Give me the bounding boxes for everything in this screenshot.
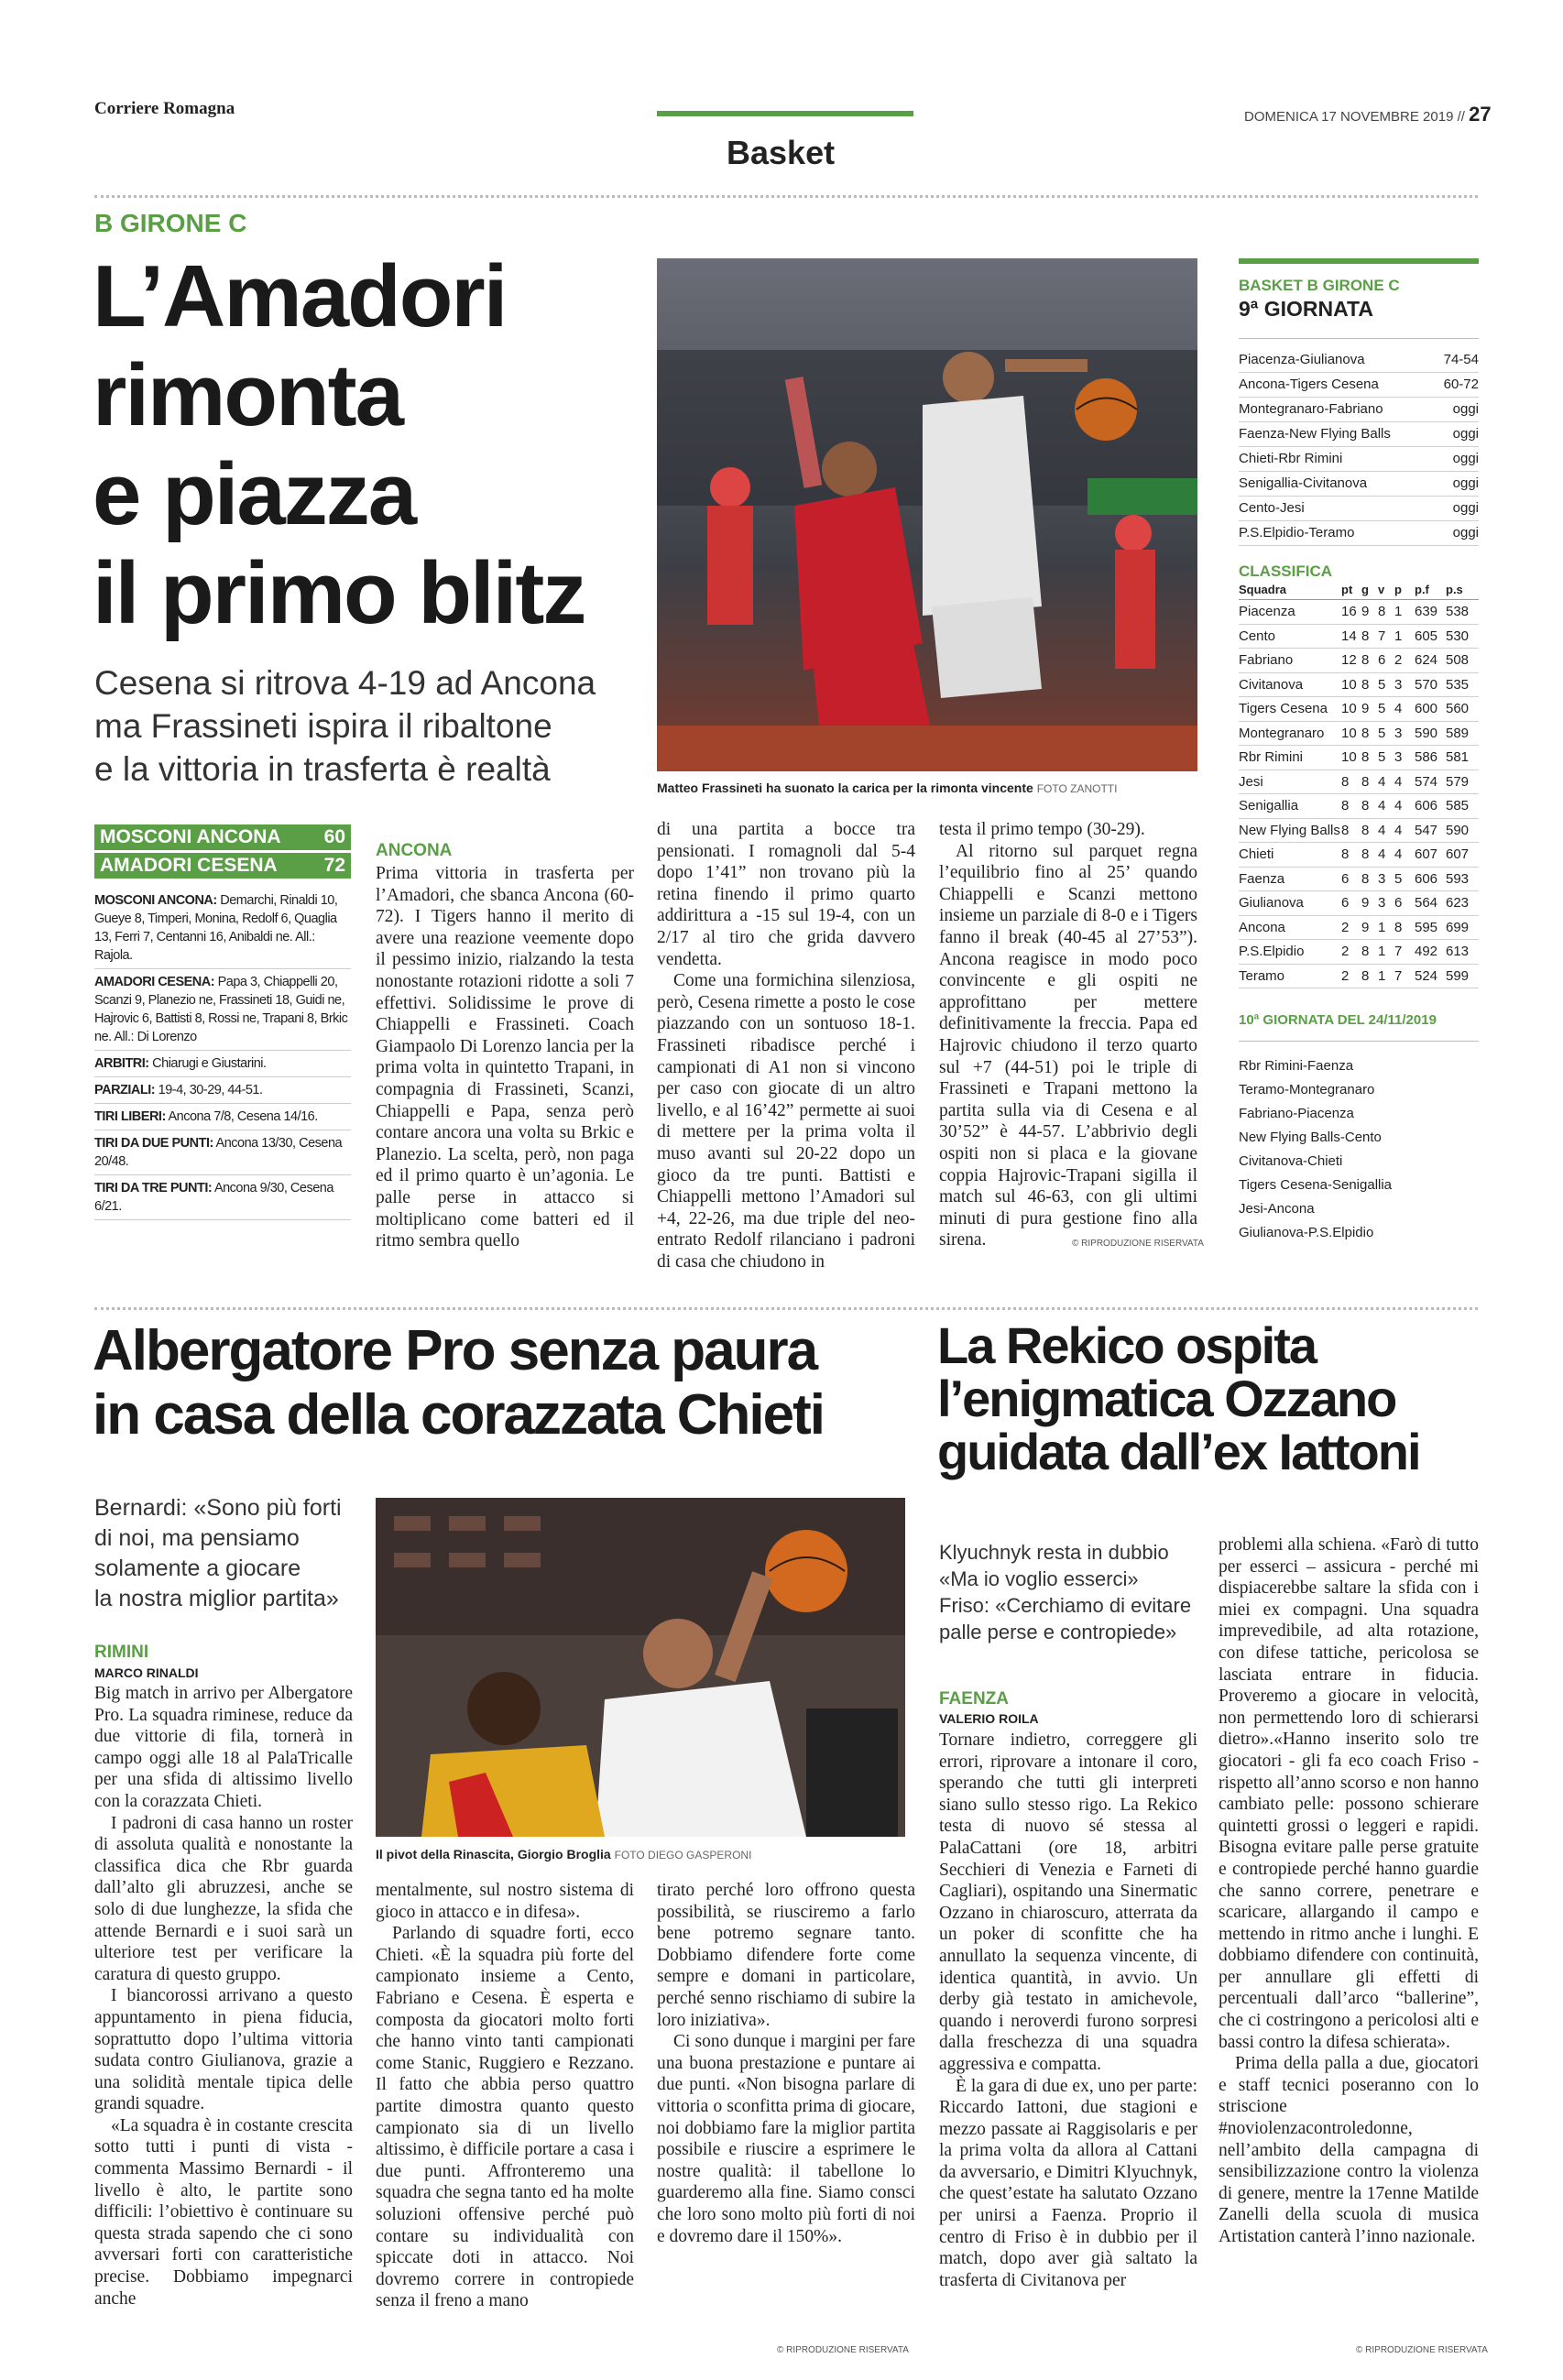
standings-team: Montegranaro [1239, 725, 1325, 741]
standings-col-header: g [1361, 583, 1369, 596]
scorebox-details [94, 888, 351, 1220]
result-score: oggi [1452, 401, 1479, 417]
standings-team: New Flying Balls [1239, 822, 1340, 838]
standings-cell: 699 [1446, 919, 1470, 935]
result-match: Montegranaro-Fabriano [1239, 401, 1383, 417]
standings-cell: 8 [1361, 628, 1370, 644]
standings-cell: 1 [1394, 628, 1403, 644]
scorebox-item [94, 969, 351, 1051]
standings-cell: 547 [1415, 822, 1438, 838]
sidebar-standings [1239, 258, 1479, 1245]
section-title: Basket [727, 134, 836, 171]
standings-cell: 10 [1341, 701, 1357, 716]
standings-col-header: pt [1341, 583, 1353, 596]
scorebox-item-label: MOSCONI ANCONA: [94, 893, 217, 908]
result-row [1239, 521, 1479, 546]
next-match: Rbr Rimini-Faenza [1239, 1058, 1354, 1074]
scorebox-item-text: Papa 3, Chiappelli 20, Scanzi 9, Planezio ne, Frassineti 18, Guidi ne, Hajrovic 6, Battisti 8, Rossi ne, Trapani 8, Brkic ne. All.: Di Lorenzo [94, 975, 348, 1044]
scorebox-item-text: Chiarugi e Giustarini. [148, 1056, 267, 1071]
standings-cell: 5 [1378, 676, 1386, 693]
standings-row [1239, 770, 1479, 795]
standings-row [1239, 722, 1479, 747]
standings-cell: 589 [1446, 725, 1470, 741]
standings-cell: 524 [1415, 967, 1438, 984]
standings-team: Senigallia [1239, 798, 1299, 813]
standings-cell: 8 [1341, 773, 1350, 790]
standings-cell: 3 [1378, 895, 1386, 911]
standings-cell: 8 [1361, 749, 1370, 765]
standings-team: P.S.Elpidio [1239, 944, 1305, 959]
scorebox-item-text: Ancona 7/8, Cesena 14/16. [165, 1109, 318, 1124]
standings-col-header: Squadra [1239, 583, 1287, 596]
score-team2: AMADORI CESENA 72 [94, 853, 351, 879]
scorebox-item [94, 1051, 351, 1077]
result-match: Senigallia-Civitanova [1239, 475, 1368, 491]
next-round-list [1239, 1054, 1479, 1245]
standings-cell: 4 [1394, 798, 1403, 813]
standings-cell: 8 [1341, 798, 1350, 813]
main-photo [657, 258, 1197, 771]
photo-credit: FOTO ZANOTTI [1036, 782, 1118, 795]
standings-cell: 579 [1446, 773, 1470, 790]
result-score: oggi [1452, 475, 1479, 491]
scorebox-item-text: Ancona 13/30, Cesena 20/48. [94, 1136, 343, 1169]
standings-cell: 7 [1394, 944, 1403, 959]
standings-cell: 593 [1446, 870, 1470, 887]
next-round-title: 10ª GIORNATA DEL 24/11/2019 [1239, 1012, 1479, 1042]
standings-cell: 6 [1394, 895, 1403, 911]
standings-cell: 5 [1394, 870, 1403, 887]
main-col1: Prima vittoria in trasferta per l’Amadori, che sbanca Ancona (60-72). I Tigers hanno il merito di avere una reazione veemente dopo il pessimo inizio, rialzando la testa nonostante rotazioni ridotte a soli 7 effettivi. Solidissime le prove di Chiappelli e Frassineti. Coach Giampaolo Di Lorenzo lancia per la prima volta in quintetto Trapani, in compagnia di Frassineti, Scanzi, Chiappelli e Papa, senza però contare ancora una volta su Brkic e Planezio. La scelta, però, non paga ed il primo quarto è un’agonia. Le palle perse in attacco si moltiplicano come batteri ed il ritmo sembra quello [376, 864, 634, 1251]
standings-row [1239, 843, 1479, 868]
main-subhead: Cesena si ritrova 4-19 ad Ancona ma Frassineti ispira il ribaltone e la vittoria in trasferta è realtà [94, 664, 596, 788]
story2-photo [376, 1498, 905, 1837]
standings-row [1239, 965, 1479, 989]
standings-cell: 4 [1394, 773, 1403, 790]
standings-col-header: p.f [1415, 583, 1429, 596]
standings-cell: 6 [1341, 895, 1350, 911]
standings-cell: 9 [1361, 919, 1370, 935]
standings-cell: 8 [1341, 846, 1350, 862]
standings-cell: 508 [1446, 652, 1470, 668]
basketball-action-photo [657, 258, 1197, 771]
story3-subhead: Klyuchnyk resta in dubbio «Ma io voglio esserci» Friso: «Cerchiamo di evitare palle perse e contropiede» [939, 1541, 1192, 1643]
standings-cell: 599 [1446, 967, 1470, 984]
standings-team: Teramo [1239, 967, 1285, 984]
standings-cell: 1 [1378, 967, 1386, 984]
standings-cell: 538 [1446, 604, 1470, 619]
standings-cell: 16 [1341, 604, 1357, 619]
standings-cell: 9 [1361, 604, 1370, 619]
next-match: Giulianova-P.S.Elpidio [1239, 1225, 1374, 1240]
standings-row [1239, 940, 1479, 965]
standings-cell: 8 [1361, 798, 1370, 813]
standings-cell: 8 [1361, 676, 1370, 693]
standings-cell: 4 [1378, 798, 1386, 813]
results-list [1239, 348, 1479, 546]
standings-col-header: p.s [1446, 583, 1463, 596]
standings-cell: 2 [1341, 967, 1350, 984]
next-match: New Flying Balls-Cento [1239, 1130, 1382, 1145]
result-row [1239, 373, 1479, 398]
story2-subhead: Bernardi: «Sono più forti di noi, ma pensiamo solamente a giocare la nostra miglior partita» [94, 1495, 342, 1611]
standings-cell: 535 [1446, 676, 1470, 693]
page-number: 27 [1469, 103, 1492, 126]
standings-cell: 10 [1341, 676, 1357, 693]
standings-cell: 8 [1361, 846, 1370, 862]
scorebox [94, 824, 351, 1220]
story3-dateline: FAENZA [939, 1689, 1009, 1709]
next-match: Civitanova-Chieti [1239, 1153, 1343, 1169]
standings-cell: 1 [1394, 604, 1403, 619]
standings-title: CLASSIFICA [1239, 562, 1332, 580]
next-match: Jesi-Ancona [1239, 1201, 1315, 1217]
scorebox-item-label: PARZIALI: [94, 1083, 156, 1097]
standings-cell: 3 [1394, 749, 1403, 765]
standings-team: Rbr Rimini [1239, 749, 1304, 765]
result-score: oggi [1452, 500, 1479, 516]
next-match: Tigers Cesena-Senigallia [1239, 1177, 1393, 1193]
standings-cell: 2 [1341, 944, 1350, 959]
story2-dateline: RIMINI [94, 1643, 149, 1662]
standings-cell: 8 [1361, 652, 1370, 668]
standings-cell: 590 [1415, 725, 1438, 741]
result-row [1239, 447, 1479, 472]
standings-team: Giulianova [1239, 895, 1304, 911]
standings-team: Fabriano [1239, 652, 1294, 668]
paper-name: Corriere Romagna [94, 99, 235, 118]
standings-cell: 8 [1361, 725, 1370, 741]
standings-cell: 8 [1361, 967, 1370, 984]
standings-cell: 8 [1378, 604, 1386, 619]
standings-team: Chieti [1239, 846, 1274, 862]
scorebox-item [94, 1077, 351, 1104]
standings-col-header: p [1394, 583, 1402, 596]
standings-cell: 606 [1415, 798, 1438, 813]
sidebar-title: 9ª GIORNATA [1239, 297, 1479, 339]
standings-cell: 623 [1446, 895, 1470, 911]
story2-rip: © RIPRODUZIONE RISERVATA [777, 2345, 909, 2355]
scorebox-item-label: AMADORI CESENA: [94, 975, 215, 989]
result-row [1239, 472, 1479, 497]
standings-cell: 12 [1341, 652, 1357, 668]
story2-col3: tirato perché loro offrono questa possibilità, se riusciremo a farlo bene potremo segnare tanto. Dobbiamo difendere forte come sempre e domani in particolare, perché senno rischiamo di subire la loro iniziativa». Ci sono dunque i margini per fare una buona prestazione e puntare ai due punti. «Non bisogna parlare di vittoria o sconfitta prima di giocare, noi dobbiamo fare la miglior partita possibile e riuscire a esprimere le nostre qualità: il tabellone lo guarderemo alla fine. Siamo consci che loro sono molto più forti di noi e dovremo dare il 150%». [657, 1881, 915, 2246]
standings-cell: 8 [1361, 870, 1370, 887]
result-match: P.S.Elpidio-Teramo [1239, 525, 1355, 540]
standings-table [1239, 581, 1479, 988]
main-headline: L’Amadori rimonta e piazza il primo blitz [93, 247, 585, 642]
standings-cell: 585 [1446, 798, 1470, 813]
mid-divider [94, 1307, 1478, 1310]
standings-team: Cento [1239, 628, 1276, 644]
standings-row [1239, 868, 1479, 892]
sidebar-top-bar [1239, 258, 1479, 264]
standings-team: Civitanova [1239, 676, 1304, 693]
header-divider [94, 195, 1478, 198]
standings-cell: 7 [1394, 967, 1403, 984]
standings-cell: 8 [1394, 919, 1403, 935]
basketball-rebound-photo [376, 1498, 905, 1837]
standings-cell: 2 [1394, 652, 1403, 668]
standings-row [1239, 794, 1479, 819]
next-match: Fabriano-Piacenza [1239, 1106, 1354, 1121]
scorebox-item [94, 1130, 351, 1175]
standings-cell: 2 [1341, 919, 1350, 935]
standings-col-header: v [1378, 583, 1385, 596]
standings-cell: 624 [1415, 652, 1438, 668]
main-dateline: ANCONA [376, 841, 453, 860]
scorebox-item-text: Ancona 9/30, Cesena 6/21. [94, 1181, 333, 1214]
standings-cell: 492 [1415, 944, 1438, 959]
main-rip: © RIPRODUZIONE RISERVATA [1072, 1239, 1204, 1249]
page-date: DOMENICA 17 NOVEMBRE 2019 // 27 [1244, 103, 1492, 126]
standings-cell: 586 [1415, 749, 1438, 765]
result-match: Faenza-New Flying Balls [1239, 426, 1391, 442]
main-photo-caption: Matteo Frassineti ha suonato la carica per la rimonta vincente FOTO ZANOTTI [657, 781, 1118, 795]
standings-cell: 6 [1341, 870, 1350, 887]
sidebar-kicker: BASKET B GIRONE C [1239, 277, 1400, 294]
standings-row [1239, 625, 1479, 650]
standings-cell: 4 [1394, 822, 1403, 838]
standings-cell: 7 [1378, 628, 1386, 644]
standings-row [1239, 746, 1479, 770]
standings-cell: 1 [1378, 944, 1386, 959]
standings-cell: 9 [1361, 701, 1370, 716]
scorebox-item [94, 1175, 351, 1220]
story2-headline: Albergatore Pro senza paura in casa della corazzata Chieti [93, 1319, 825, 1447]
standings-cell: 581 [1446, 749, 1470, 765]
result-match: Chieti-Rbr Rimini [1239, 451, 1343, 466]
standings-row [1239, 891, 1479, 916]
standings-cell: 4 [1394, 701, 1403, 716]
score-team1: MOSCONI ANCONA 60 [94, 824, 351, 850]
main-kicker: B GIRONE C [94, 209, 247, 237]
standings-cell: 595 [1415, 919, 1438, 935]
standings-cell: 3 [1378, 870, 1386, 887]
standings-team: Jesi [1239, 773, 1263, 790]
result-row [1239, 398, 1479, 422]
standings-row [1239, 819, 1479, 844]
story2-author: MARCO RINALDI [94, 1665, 199, 1680]
story3-col1: Tornare indietro, correggere gli errori, riprovare a intonare il coro, sperando che tutti gli interpreti siano sullo stesso rigo. La Rekico testa di nuovo sé stessa al PalaCattani (ore 18, arbitri Secchieri di Venezia e Farneti di Cagliari), ospitando una Sinermatic Ozzano in chiaroscuro, atterrata da un poker di sconfitte che ha annullato la sequenza vincente, di identica quantità, in avvio. Un derby già testato in amichevole, quando i neroverdi furono sorpresi dalla freschezza di una squadra aggressiva e compatta. È la gara di due ex, uno per parte: Riccardo Iattoni, due stagioni e mezzo passate ai Raggisolaris e per la prima volta da allora al Cattani da avversario, e Dimitri Klyuchnyk, che quest’estate ha salutato Ozzano per unirsi a Faenza. Proprio il centro di Friso è in dubbio per il match, dopo aver già saltato la trasferta di Civitanova per [939, 1730, 1197, 2290]
standings-cell: 4 [1378, 822, 1386, 838]
standings-cell: 3 [1394, 725, 1403, 741]
scorebox-item-text: Demarchi, Rinaldi 10, Gueye 8, Timperi, Monina, Redolf 6, Quaglia 13, Ferri 7, Centanni 16, Anibaldi ne. All.: Rajola. [94, 893, 338, 963]
standings-cell: 8 [1341, 822, 1350, 838]
standings-cell: 564 [1415, 895, 1438, 911]
story3-author: VALERIO ROILA [939, 1711, 1039, 1726]
standings-cell: 4 [1378, 773, 1386, 790]
standings-row [1239, 697, 1479, 722]
standings-cell: 14 [1341, 628, 1357, 644]
story3-rip: © RIPRODUZIONE RISERVATA [1356, 2345, 1488, 2355]
standings-team: Faenza [1239, 870, 1285, 887]
standings-cell: 605 [1415, 628, 1438, 644]
standings-cell: 4 [1378, 846, 1386, 862]
next-match: Teramo-Montegranaro [1239, 1082, 1375, 1097]
result-match: Cento-Jesi [1239, 500, 1305, 516]
standings-cell: 9 [1361, 895, 1370, 911]
standings-cell: 8 [1361, 944, 1370, 959]
scorebox-item-label: ARBITRI: [94, 1056, 149, 1071]
standings-cell: 570 [1415, 676, 1438, 693]
scorebox-item-text: 19-4, 30-29, 44-51. [155, 1083, 263, 1097]
scorebox-item [94, 1104, 351, 1130]
result-score: 60-72 [1443, 377, 1479, 392]
standings-cell: 607 [1446, 846, 1470, 862]
story3-col2: problemi alla schiena. «Farò di tutto per esserci – assicura - perché mi dispiacerebbe saltare la sfida con i miei ex compagni. Una squadra imprevedibile, ad alta rotazione, con difese tattiche, pericolosa se lasciata entrare in fiducia. Proveremo a giocare in velocità, non permettendo loro di schierarsi dietro».«Hanno inserito solo tre giocatori - gli fa eco coach Friso - rispetto all’anno scorso e non hanno cambiato pelle: possono schierare quintetti grossi o leggeri e rapidi. Bisogna evitare palle perse gratuite e contropiede perché hanno guardie che sanno correre, penetrare e scaricare, allargando il campo e mettendo in ritmo anche i lunghi. E dobbiamo difendere con continuità, per annullare gli effetti di percentuali dall’arco “ballerine”, che ci costringono a pericolosi alti e bassi contro la difesa schierata». Prima della palla a due, giocatori e staff tecnici poseranno con lo striscione #noviolenzacontroledonne, nell’ambito della campagna di sensibilizzazione contro la violenza di genere, mentre la 17enne Matilde Zanelli della scuola di musica Artistation canterà l’inno nazionale. [1219, 1535, 1479, 2246]
standings-cell: 613 [1446, 944, 1470, 959]
story3-headline: La Rekico ospita l’enigmatica Ozzano guidata dall’ex Iattoni [937, 1316, 1420, 1480]
scorebox-item [94, 888, 351, 969]
scorebox-item-label: TIRI DA DUE PUNTI: [94, 1136, 213, 1151]
standings-team: Piacenza [1239, 604, 1295, 619]
result-match: Piacenza-Giulianova [1239, 352, 1365, 367]
standings-cell: 607 [1415, 846, 1438, 862]
standings-cell: 606 [1415, 870, 1438, 887]
photo-credit: FOTO DIEGO GASPERONI [614, 1849, 752, 1861]
standings-header [1239, 581, 1479, 600]
standings-cell: 3 [1394, 676, 1403, 693]
story2-photo-caption: Il pivot della Rinascita, Giorgio Broglia FOTO DIEGO GASPERONI [376, 1847, 752, 1861]
result-score: 74-54 [1443, 352, 1479, 367]
standings-cell: 8 [1361, 822, 1370, 838]
standings-row [1239, 649, 1479, 673]
standings-cell: 1 [1378, 919, 1386, 935]
standings-cell: 5 [1378, 749, 1386, 765]
standings-row [1239, 916, 1479, 941]
story2-col2: mentalmente, sul nostro sistema di gioco in attacco e in difesa». Parlando di squadre forti, ecco Chieti. «È la squadra più forte del campionato insieme a Cento, Fabriano e Cesena. È esperta e composta da giocatori molto forti che hanno vinto tanti campionati come Stanic, Ruggiero e Rezzano. Il fatto che abbia perso quattro partite dimostra quanto questo campionato sia di un livello altissimo, è difficile portare a casa i due punti. Affronteremo una squadra che segna tanto ed ha molte soluzioni offensive perché può contare su individualità con spiccate doti in attacco. Noi dovremo correre in contropiede senza il freno a mano [376, 1881, 634, 2311]
main-col2: di una partita a bocce tra pensionati. I romagnoli dal 5-4 dopo 1’41” non trovano più la retina finendo il primo quarto addirittura a -15 sul 19-4, con un 2/17 al tiro che grida davvero vendetta. Come una formichina silenziosa, però, Cesena rimette a posto le cose piazzando con un sontuoso 18-1. Frassineti ribadisce perché i campionati di A1 non si vincono per caso con giocate di un altro livello, e al 16’42” permette ai suoi di mettere per la prima volta il muso avanti sul 20-22 dopo un gioco da tre punti. Battisti e Chiappelli mettono l’Amadori sul +4, 22-26, ma due triple del neo-entrato Redolf rilanciano i padroni di casa che chiudono in [657, 820, 915, 1272]
main-col3: testa il primo tempo (30-29). Al ritorno sul parquet regna l’equilibrio fino al 25’ quando Chiappelli e Scanzi mettono insieme un parziale di 8-0 e i Tigers fanno il break (40-45 al 27’53”). Ancona reagisce in modo poco convincente e gli ospiti ne approfittano per mettere definitivamente la freccia. Papa ed Hajrovic chiudono il terzo quarto sul +7 (44-51) poi le triple di Frassineti e Trapani mettono la partita sulla via di Cesena e al 30’52” è 44-57. L’abbrivio degli ospiti non si placa e la giovane coppia Hajrovic-Trapani sigilla il match sul 46-63, con gli ultimi minuti di pura gestione fino alla sirena. [939, 820, 1197, 1250]
standings-cell: 600 [1415, 701, 1438, 716]
result-score: oggi [1452, 525, 1479, 540]
standings-cell: 560 [1446, 701, 1470, 716]
result-score: oggi [1452, 451, 1479, 466]
standings-cell: 8 [1361, 773, 1370, 790]
standings-cell: 5 [1378, 725, 1386, 741]
story2-col1: Big match in arrivo per Albergatore Pro. La squadra riminese, reduce da due vittorie di fila, tornerà in campo oggi alle 18 al PalaTricalle per una sfida di altissimo livello con la corazzata Chieti. I padroni di casa hanno un roster di assoluta qualità e nonostante la classifica dica che Rbr guarda dall’alto gli abruzzesi, anche se solo di due lunghezze, la sfida che attende Bernardi e i suoi sarà un ulteriore test per verificare la caratura di questo gruppo. I biancorossi arrivano a questo appuntamento in piena fiducia, soprattutto dopo l’ultima vittoria sudata contro Giulianova, grazie a una solidità mentale tipica delle grandi squadre. «La squadra è in costante crescita sotto tutti i punti di vista - commenta Massimo Bernardi - il livello è alto, le partite sono difficili: l’obiettivo è continuare su questa strada sapendo che ci sono avversari forti con caratteristiche precise. Dobbiamo impegnarci anche [94, 1684, 353, 2309]
standings-cell: 639 [1415, 604, 1438, 619]
standings-cell: 10 [1341, 749, 1357, 765]
standings-cell: 10 [1341, 725, 1357, 741]
result-score: oggi [1452, 426, 1479, 442]
scorebox-item-label: TIRI DA TRE PUNTI: [94, 1181, 213, 1195]
standings-row [1239, 600, 1479, 625]
scorebox-item-label: TIRI LIBERI: [94, 1109, 166, 1124]
standings-row [1239, 673, 1479, 698]
standings-cell: 590 [1446, 822, 1470, 838]
header-accent-bar [657, 111, 913, 116]
result-row [1239, 497, 1479, 521]
result-row [1239, 422, 1479, 447]
result-match: Ancona-Tigers Cesena [1239, 377, 1379, 392]
standings-cell: 4 [1394, 846, 1403, 862]
result-row [1239, 348, 1479, 373]
standings-team: Ancona [1239, 919, 1285, 935]
standings-cell: 6 [1378, 652, 1386, 668]
standings-team: Tigers Cesena [1239, 701, 1328, 716]
standings-cell: 5 [1378, 701, 1386, 716]
standings-cell: 530 [1446, 628, 1470, 644]
standings-cell: 574 [1415, 773, 1438, 790]
